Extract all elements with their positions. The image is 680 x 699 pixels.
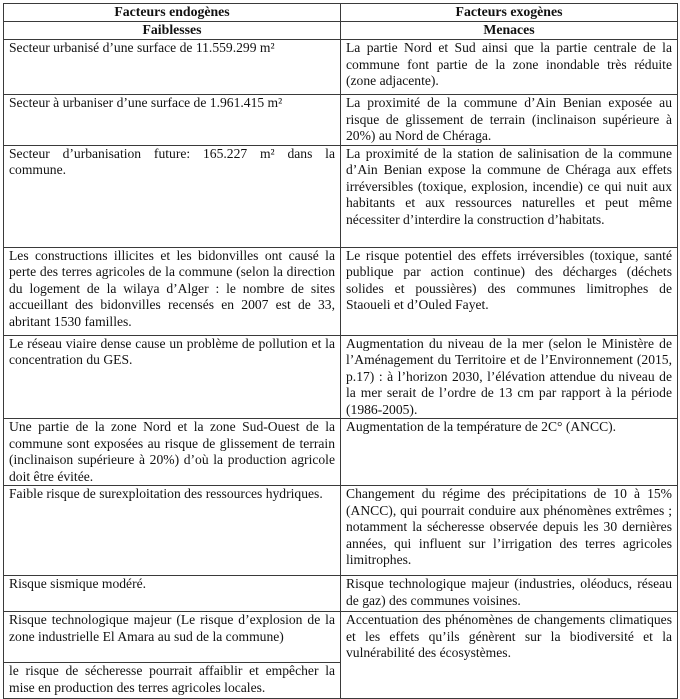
table-row <box>4 612 678 663</box>
threat-cell: La partie Nord et Sud ainsi que la partie centrale de la commune font partie de la zone inondable très réduite (zone adjacente). <box>341 40 678 95</box>
weakness-cell: Le réseau viaire dense cause un problème de pollution et la concentration du GES. <box>4 335 341 419</box>
weakness-cell: Les constructions illicites et les bidonvilles ont causé la perte des terres agricoles de la commune (selon la direction du logement de la wilaya d’Alger : le nombre de sites accueillant des bidonvilles recensés en 2007 est de 33, abritant 1530 familles. <box>4 247 341 335</box>
header-weaknesses: Faiblesses <box>4 22 341 40</box>
weakness-cell: Une partie de la zone Nord et la zone Sud-Ouest de la commune sont exposées au risque de glissement de terrain (inclinaison supérieure à 20%) d’où la production agricole doit être évitée. <box>4 419 341 486</box>
weakness-cell: Risque technologique majeur (Le risque d’explosion de la zone industrielle El Amara au sud de la commune) <box>4 612 341 663</box>
weakness-cell: Faible risque de surexploitation des ressources hydriques. <box>4 486 341 576</box>
threat-cell: Risque technologique majeur (industries, oléoducs, réseau de gaz) des communes voisines. <box>341 576 678 612</box>
threat-cell: Augmentation du niveau de la mer (selon le Ministère de l’Aménagement du Territoire et de l’Environnement (2015, p.17) : à l’horizon 2030, l’élévation attendue du niveau de la mer serait de l’ordre de 13 cm par rapport à la période (1986-2005). <box>341 335 678 419</box>
weakness-cell: Risque sismique modéré. <box>4 576 341 612</box>
weakness-cell: Secteur urbanisé d’une surface de 11.559.299 m² <box>4 40 341 95</box>
threat-cell: La proximité de la station de salinisation de la commune d’Ain Benian expose la commune de Chéraga aux effets irréversibles (toxique, explosion, incendie) ce qui nuit aux habitants et aux ressources naturelles et peut même nécessiter d’interdire la construction d’habitats. <box>341 145 678 247</box>
weakness-cell: le risque de sécheresse pourrait affaiblir et empêcher la mise en production des terres agricoles locales. <box>4 663 341 699</box>
header-row-sub <box>4 22 678 40</box>
header-row-groups <box>4 4 678 22</box>
threat-cell: Augmentation de la température de 2C° (ANCC). <box>341 419 678 486</box>
threat-cell: Accentuation des phénomènes de changements climatiques et les effets qu’ils génèrent sur la biodiversité et la vulnérabilité des écosystèmes. <box>341 612 678 699</box>
table-row <box>4 145 678 247</box>
header-threats: Menaces <box>341 22 678 40</box>
weakness-cell: Secteur à urbaniser d’une surface de 1.961.415 m² <box>4 95 341 146</box>
threat-cell: La proximité de la commune d’Ain Benian exposée au risque de glissement de terrain (inclinaison supérieure à 20%) au Nord de Chéraga. <box>341 95 678 146</box>
threat-cell: Changement du régime des précipitations de 10 à 15% (ANCC), qui pourrait conduire aux phénomènes extrêmes ; notamment la sécheresse observée depuis les 30 dernières années, qui influent sur l’irrigation des terres agricoles limitrophes. <box>341 486 678 576</box>
swot-table-container <box>3 3 677 699</box>
table-row <box>4 576 678 612</box>
table-row <box>4 247 678 335</box>
table-row <box>4 40 678 95</box>
table-row <box>4 335 678 419</box>
header-endogenous-factors: Facteurs endogènes <box>4 4 341 22</box>
table-row <box>4 95 678 146</box>
header-exogenous-factors: Facteurs exogènes <box>341 4 678 22</box>
table-row <box>4 419 678 486</box>
threat-cell: Le risque potentiel des effets irréversibles (toxique, santé publique par action continue) des décharges (déchets solides et poussières) des communes limitrophes de Staoueli et d’Ouled Fayet. <box>341 247 678 335</box>
swot-table <box>3 3 678 699</box>
table-row <box>4 486 678 576</box>
weakness-cell: Secteur d’urbanisation future: 165.227 m² dans la commune. <box>4 145 341 247</box>
